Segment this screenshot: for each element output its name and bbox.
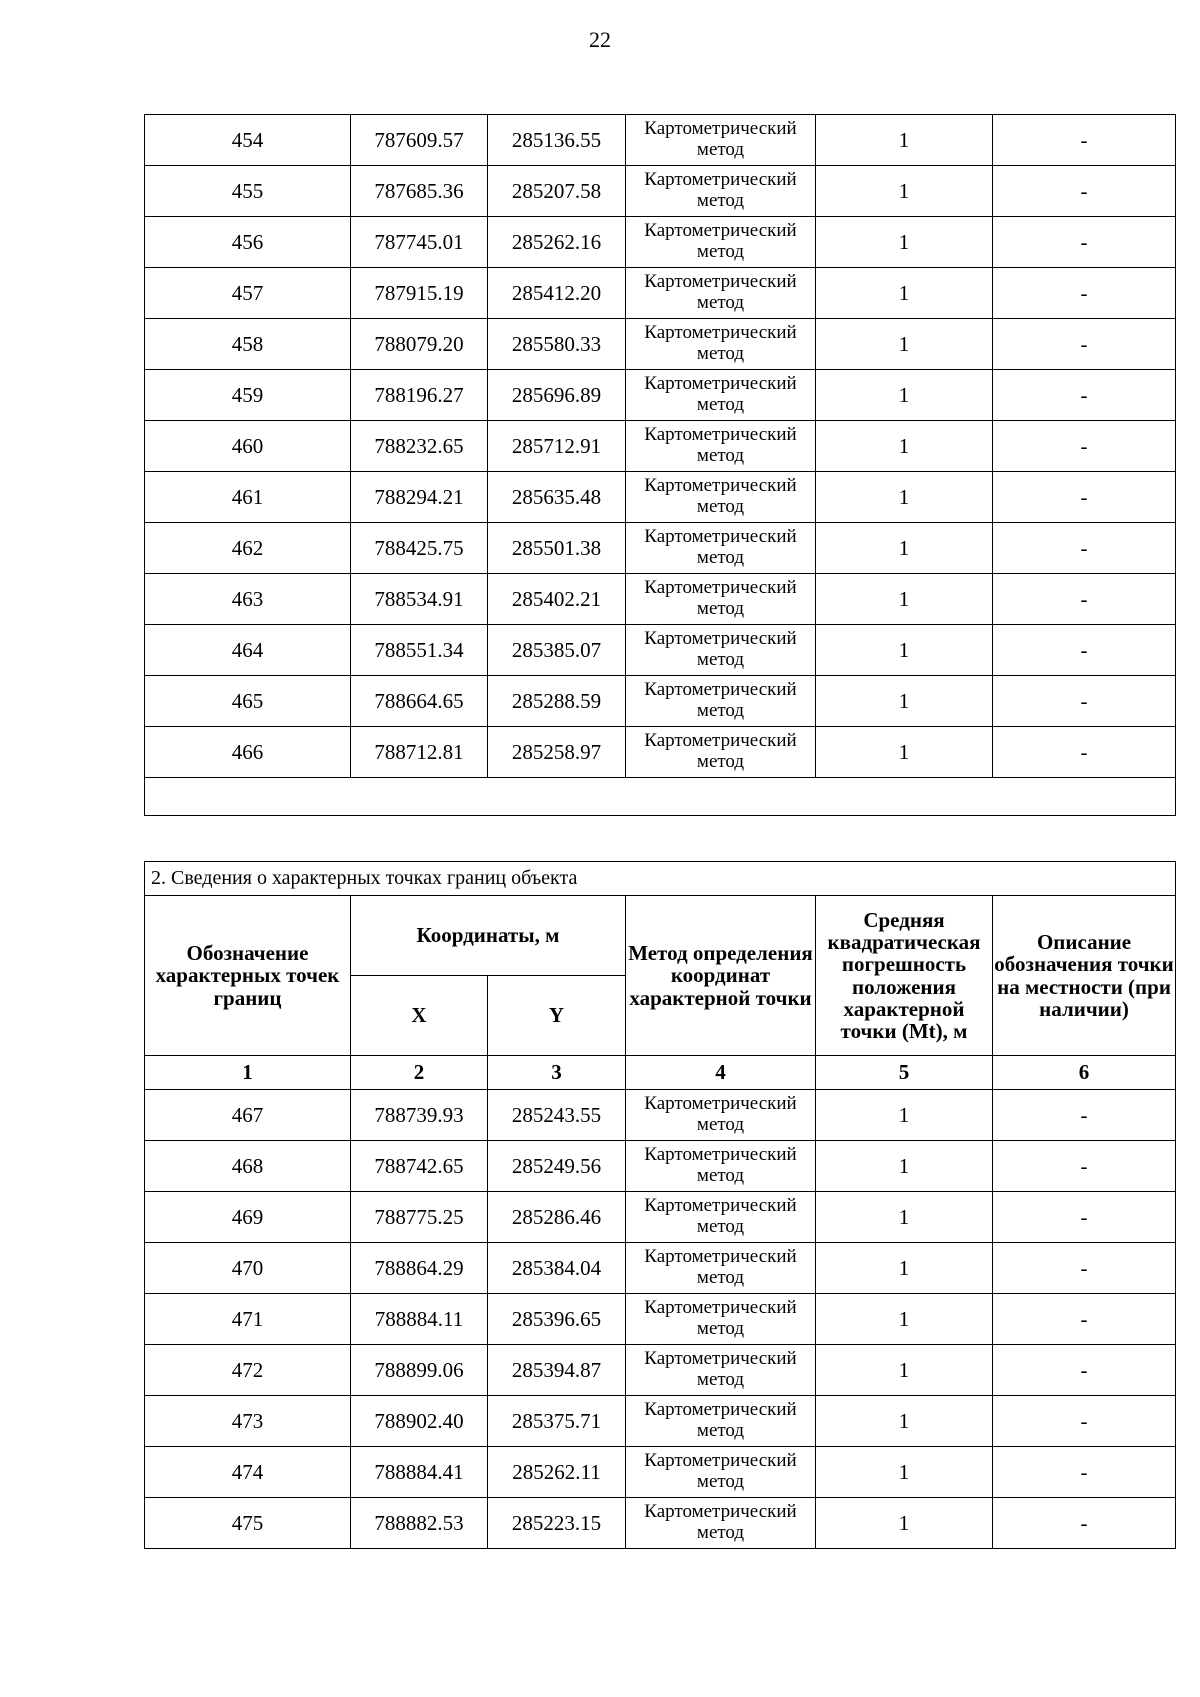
mt-cell: 1	[816, 574, 993, 625]
point-number-cell: 475	[145, 1498, 351, 1549]
table-row	[145, 523, 1176, 574]
coordinates-table-continued	[144, 114, 1176, 816]
point-number-cell: 467	[145, 1090, 351, 1141]
method-cell: Картометрический метод	[626, 166, 816, 217]
description-cell: -	[993, 1141, 1176, 1192]
column-number: 6	[993, 1056, 1176, 1090]
y-coordinate-cell: 285136.55	[488, 115, 626, 166]
column-number: 3	[488, 1056, 626, 1090]
description-cell: -	[993, 1345, 1176, 1396]
description-cell: -	[993, 1396, 1176, 1447]
y-coordinate-cell: 285288.59	[488, 676, 626, 727]
column-number: 1	[145, 1056, 351, 1090]
boundary-points-table	[144, 861, 1176, 1549]
y-coordinate-cell: 285712.91	[488, 421, 626, 472]
x-coordinate-cell: 788882.53	[351, 1498, 488, 1549]
point-number-cell: 459	[145, 370, 351, 421]
mt-cell: 1	[816, 370, 993, 421]
column-number: 4	[626, 1056, 816, 1090]
table-row	[145, 421, 1176, 472]
mt-cell: 1	[816, 1090, 993, 1141]
column-number: 5	[816, 1056, 993, 1090]
method-cell: Картометрический метод	[626, 727, 816, 778]
table-row	[145, 1192, 1176, 1243]
table-row	[145, 625, 1176, 676]
description-cell: -	[993, 1447, 1176, 1498]
x-coordinate-cell: 788551.34	[351, 625, 488, 676]
method-cell: Картометрический метод	[626, 1396, 816, 1447]
mt-cell: 1	[816, 217, 993, 268]
description-cell: -	[993, 115, 1176, 166]
mt-cell: 1	[816, 1192, 993, 1243]
x-coordinate-cell: 787609.57	[351, 115, 488, 166]
x-coordinate-cell: 788899.06	[351, 1345, 488, 1396]
x-coordinate-cell: 788884.11	[351, 1294, 488, 1345]
table-row	[145, 472, 1176, 523]
method-cell: Картометрический метод	[626, 1345, 816, 1396]
table-row	[145, 1090, 1176, 1141]
description-cell: -	[993, 1192, 1176, 1243]
mt-cell: 1	[816, 1294, 993, 1345]
table-row	[145, 1345, 1176, 1396]
mt-cell: 1	[816, 1345, 993, 1396]
y-coordinate-cell: 285385.07	[488, 625, 626, 676]
header-coordinates: Координаты, м	[351, 896, 626, 976]
header-point-designation: Обозначение характерных точек границ	[145, 896, 351, 1056]
description-cell: -	[993, 1090, 1176, 1141]
point-number-cell: 470	[145, 1243, 351, 1294]
y-coordinate-cell: 285243.55	[488, 1090, 626, 1141]
x-coordinate-cell: 788884.41	[351, 1447, 488, 1498]
point-number-cell: 468	[145, 1141, 351, 1192]
x-coordinate-cell: 788739.93	[351, 1090, 488, 1141]
description-cell: -	[993, 421, 1176, 472]
mt-cell: 1	[816, 115, 993, 166]
mt-cell: 1	[816, 268, 993, 319]
table-row	[145, 1294, 1176, 1345]
y-coordinate-cell: 285696.89	[488, 370, 626, 421]
mt-cell: 1	[816, 523, 993, 574]
header-x: X	[351, 976, 488, 1056]
description-cell: -	[993, 1294, 1176, 1345]
x-coordinate-cell: 788902.40	[351, 1396, 488, 1447]
point-number-cell: 454	[145, 115, 351, 166]
header-y: Y	[488, 976, 626, 1056]
point-number-cell: 466	[145, 727, 351, 778]
x-coordinate-cell: 788775.25	[351, 1192, 488, 1243]
method-cell: Картометрический метод	[626, 523, 816, 574]
column-number: 2	[351, 1056, 488, 1090]
x-coordinate-cell: 787685.36	[351, 166, 488, 217]
y-coordinate-cell: 285223.15	[488, 1498, 626, 1549]
table-row	[145, 370, 1176, 421]
table-row	[145, 217, 1176, 268]
x-coordinate-cell: 788079.20	[351, 319, 488, 370]
mt-cell: 1	[816, 727, 993, 778]
table-row	[145, 115, 1176, 166]
point-number-cell: 457	[145, 268, 351, 319]
mt-cell: 1	[816, 472, 993, 523]
description-cell: -	[993, 472, 1176, 523]
point-number-cell: 460	[145, 421, 351, 472]
point-number-cell: 463	[145, 574, 351, 625]
section-title-row	[145, 862, 1176, 896]
y-coordinate-cell: 285384.04	[488, 1243, 626, 1294]
method-cell: Картометрический метод	[626, 625, 816, 676]
table-row	[145, 166, 1176, 217]
point-number-cell: 462	[145, 523, 351, 574]
description-cell: -	[993, 268, 1176, 319]
table-row	[145, 1396, 1176, 1447]
description-cell: -	[993, 217, 1176, 268]
method-cell: Картометрический метод	[626, 115, 816, 166]
method-cell: Картометрический метод	[626, 1090, 816, 1141]
table-row	[145, 268, 1176, 319]
description-cell: -	[993, 574, 1176, 625]
y-coordinate-cell: 285501.38	[488, 523, 626, 574]
table-row	[145, 1447, 1176, 1498]
method-cell: Картометрический метод	[626, 574, 816, 625]
method-cell: Картометрический метод	[626, 1294, 816, 1345]
method-cell: Картометрический метод	[626, 676, 816, 727]
y-coordinate-cell: 285635.48	[488, 472, 626, 523]
y-coordinate-cell: 285286.46	[488, 1192, 626, 1243]
header-mt: Средняя квадратическая погрешность положения характерной точки (Mt), м	[816, 896, 993, 1056]
description-cell: -	[993, 319, 1176, 370]
description-cell: -	[993, 1243, 1176, 1294]
mt-cell: 1	[816, 1243, 993, 1294]
point-number-cell: 469	[145, 1192, 351, 1243]
description-cell: -	[993, 1498, 1176, 1549]
point-number-cell: 465	[145, 676, 351, 727]
point-number-cell: 461	[145, 472, 351, 523]
description-cell: -	[993, 166, 1176, 217]
column-numbers-row	[145, 1056, 1176, 1090]
method-cell: Картометрический метод	[626, 1141, 816, 1192]
point-number-cell: 455	[145, 166, 351, 217]
x-coordinate-cell: 787915.19	[351, 268, 488, 319]
mt-cell: 1	[816, 1141, 993, 1192]
table-row	[145, 727, 1176, 778]
point-number-cell: 464	[145, 625, 351, 676]
method-cell: Картометрический метод	[626, 1498, 816, 1549]
method-cell: Картометрический метод	[626, 421, 816, 472]
mt-cell: 1	[816, 1447, 993, 1498]
method-cell: Картометрический метод	[626, 472, 816, 523]
empty-row	[145, 778, 1176, 816]
x-coordinate-cell: 788534.91	[351, 574, 488, 625]
mt-cell: 1	[816, 319, 993, 370]
description-cell: -	[993, 625, 1176, 676]
method-cell: Картометрический метод	[626, 268, 816, 319]
y-coordinate-cell: 285394.87	[488, 1345, 626, 1396]
point-number-cell: 474	[145, 1447, 351, 1498]
y-coordinate-cell: 285258.97	[488, 727, 626, 778]
x-coordinate-cell: 787745.01	[351, 217, 488, 268]
mt-cell: 1	[816, 1396, 993, 1447]
table-row	[145, 1243, 1176, 1294]
y-coordinate-cell: 285580.33	[488, 319, 626, 370]
table-row	[145, 574, 1176, 625]
method-cell: Картометрический метод	[626, 1243, 816, 1294]
mt-cell: 1	[816, 1498, 993, 1549]
method-cell: Картометрический метод	[626, 319, 816, 370]
point-number-cell: 472	[145, 1345, 351, 1396]
x-coordinate-cell: 788294.21	[351, 472, 488, 523]
x-coordinate-cell: 788196.27	[351, 370, 488, 421]
x-coordinate-cell: 788864.29	[351, 1243, 488, 1294]
description-cell: -	[993, 727, 1176, 778]
mt-cell: 1	[816, 421, 993, 472]
x-coordinate-cell: 788664.65	[351, 676, 488, 727]
page-number: 22	[589, 27, 611, 52]
mt-cell: 1	[816, 676, 993, 727]
method-cell: Картометрический метод	[626, 370, 816, 421]
point-number-cell: 456	[145, 217, 351, 268]
point-number-cell: 473	[145, 1396, 351, 1447]
y-coordinate-cell: 285207.58	[488, 166, 626, 217]
header-method: Метод определения координат характерной точки	[626, 896, 816, 1056]
description-cell: -	[993, 676, 1176, 727]
description-cell: -	[993, 370, 1176, 421]
description-cell: -	[993, 523, 1176, 574]
method-cell: Картометрический метод	[626, 1447, 816, 1498]
point-number-cell: 471	[145, 1294, 351, 1345]
table-row	[145, 676, 1176, 727]
y-coordinate-cell: 285375.71	[488, 1396, 626, 1447]
table-row	[145, 1141, 1176, 1192]
y-coordinate-cell: 285396.65	[488, 1294, 626, 1345]
mt-cell: 1	[816, 625, 993, 676]
section-title: 2. Сведения о характерных точках границ объекта	[145, 862, 1176, 896]
header-row	[145, 896, 1176, 976]
table-row	[145, 1498, 1176, 1549]
x-coordinate-cell: 788712.81	[351, 727, 488, 778]
table-row	[145, 319, 1176, 370]
y-coordinate-cell: 285249.56	[488, 1141, 626, 1192]
y-coordinate-cell: 285412.20	[488, 268, 626, 319]
point-number-cell: 458	[145, 319, 351, 370]
y-coordinate-cell: 285262.16	[488, 217, 626, 268]
method-cell: Картометрический метод	[626, 1192, 816, 1243]
method-cell: Картометрический метод	[626, 217, 816, 268]
y-coordinate-cell: 285262.11	[488, 1447, 626, 1498]
x-coordinate-cell: 788425.75	[351, 523, 488, 574]
mt-cell: 1	[816, 166, 993, 217]
header-description: Описание обозначения точки на местности (при наличии)	[993, 896, 1176, 1056]
x-coordinate-cell: 788232.65	[351, 421, 488, 472]
y-coordinate-cell: 285402.21	[488, 574, 626, 625]
x-coordinate-cell: 788742.65	[351, 1141, 488, 1192]
